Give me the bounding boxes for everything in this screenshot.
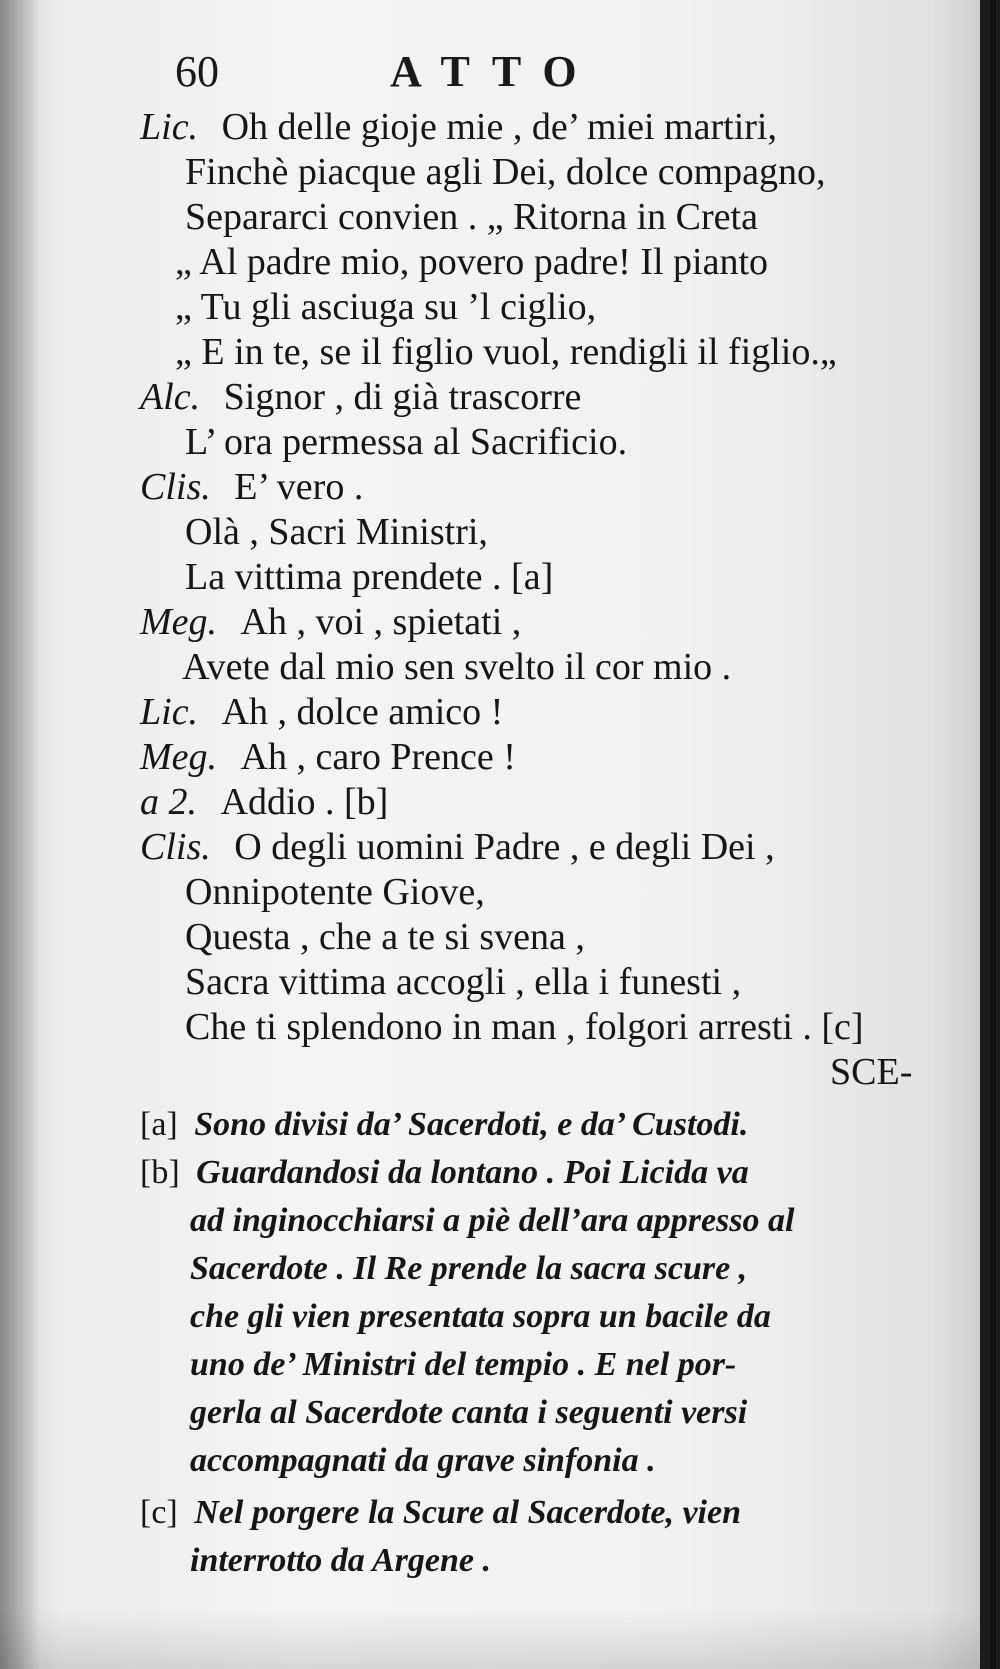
verse-text: Sacra vittima accogli , ella i funesti , bbox=[185, 961, 742, 1003]
verse-text: Questa , che a te si svena , bbox=[185, 916, 585, 958]
footnote-text: Sacerdote . Il Re prende la sacra scure , bbox=[190, 1250, 748, 1287]
footnote-mark: [c] bbox=[140, 1494, 178, 1531]
verse-text: „ E in te, se il figlio vuol, rendigli il figlio.„ bbox=[175, 331, 837, 373]
page-edge bbox=[990, 0, 996, 1669]
verse-line bbox=[140, 828, 775, 866]
verse-line bbox=[175, 333, 837, 371]
footnote bbox=[140, 1496, 741, 1530]
verse-text: Finchè piacque agli Dei, dolce compagno, bbox=[185, 151, 826, 193]
spine-shadow bbox=[0, 0, 40, 1669]
verse-line bbox=[140, 603, 521, 641]
catchword: SCE- bbox=[830, 1051, 913, 1093]
speaker-label: Meg. bbox=[140, 601, 218, 643]
verse-line bbox=[185, 1008, 864, 1046]
verse-line bbox=[185, 963, 741, 1001]
footnote-text: Guardandosi da lontano . Poi Licida va bbox=[196, 1154, 749, 1191]
verse-line bbox=[185, 198, 758, 236]
verse-text: Olà , Sacri Ministri, bbox=[185, 511, 488, 553]
footnote-text: uno de’ Ministri del tempio . E nel por- bbox=[190, 1346, 737, 1383]
footnote-text: Nel porgere la Scure al Sacerdote, vien bbox=[194, 1494, 742, 1531]
verse-text: Ah , voi , spietati , bbox=[240, 601, 522, 643]
verse-text: „ Tu gli asciuga su ’l ciglio, bbox=[175, 286, 597, 328]
verse-line bbox=[175, 243, 768, 281]
speaker-label: Clis. bbox=[140, 826, 211, 868]
verse-line bbox=[140, 468, 363, 506]
verse-line bbox=[140, 108, 777, 146]
verse-text: Ah , caro Prence ! bbox=[240, 736, 516, 778]
verse-text: E’ vero . bbox=[234, 466, 364, 508]
verse-line bbox=[140, 783, 388, 821]
verse-line bbox=[140, 693, 503, 731]
footnote-line bbox=[190, 1252, 747, 1286]
footnote bbox=[140, 1156, 749, 1190]
speaker-label: a 2. bbox=[140, 781, 197, 823]
footnote-line bbox=[190, 1444, 656, 1478]
speaker-label: Lic. bbox=[140, 106, 199, 148]
footnote-text: accompagnati da grave sinfonia . bbox=[190, 1442, 656, 1479]
verse-text: Onnipotente Giove, bbox=[185, 871, 485, 913]
verse-text: O degli uomini Padre , e degli Dei , bbox=[234, 826, 775, 868]
verse-line bbox=[185, 558, 553, 596]
speaker-label: Meg. bbox=[140, 736, 218, 778]
page-header bbox=[175, 40, 735, 100]
verse-text: L’ ora permessa al Sacrificio. bbox=[185, 421, 628, 463]
verse-text: Separarci convien . „ Ritorna in Creta bbox=[185, 196, 758, 238]
verse-text: Che ti splendono in man , folgori arresti . [c] bbox=[185, 1006, 864, 1048]
verse-line bbox=[185, 873, 485, 911]
page-number: 60 bbox=[175, 47, 219, 96]
speaker-label: Clis. bbox=[140, 466, 211, 508]
verse-text: Ah , dolce amico ! bbox=[221, 691, 504, 733]
footnote-line bbox=[190, 1204, 794, 1238]
footnote-text: ad inginocchiarsi a piè dell’ara appresso al bbox=[190, 1202, 795, 1239]
verse-text: Avete dal mio sen svelto il cor mio . bbox=[182, 646, 732, 688]
verse-text: „ Al padre mio, povero padre! Il pianto bbox=[175, 241, 769, 283]
footnote-line bbox=[190, 1396, 747, 1430]
verse-line bbox=[185, 918, 585, 956]
footnote-text: interrotto da Argene . bbox=[190, 1542, 491, 1579]
verse-line bbox=[175, 288, 596, 326]
verse-line bbox=[140, 738, 516, 776]
running-title: ATTO bbox=[390, 47, 599, 96]
footnote-line bbox=[190, 1544, 491, 1578]
speaker-label: Alc. bbox=[140, 376, 201, 418]
verse-text: Addio . [b] bbox=[220, 781, 389, 823]
footnote-mark: [a] bbox=[140, 1106, 178, 1143]
footnote-text: che gli vien presentata sopra un bacile da bbox=[190, 1298, 771, 1335]
verse-line bbox=[185, 153, 826, 191]
footnote-line bbox=[190, 1300, 771, 1334]
speaker-label: Lic. bbox=[140, 691, 199, 733]
footnote-text: Sono divisi da’ Sacerdoti, e da’ Custodi. bbox=[194, 1106, 749, 1143]
verse-text: Oh delle gioje mie , de’ miei martiri, bbox=[221, 106, 777, 148]
verse-line bbox=[182, 648, 731, 686]
verse-line bbox=[185, 423, 627, 461]
bottom-shadow bbox=[0, 1609, 980, 1669]
verse-text: La vittima prendete . [a] bbox=[185, 556, 554, 598]
footnote-text: gerla al Sacerdote canta i seguenti versi bbox=[190, 1394, 748, 1431]
footnote-mark: [b] bbox=[140, 1154, 180, 1191]
verse-line bbox=[140, 378, 581, 416]
footnote-line bbox=[190, 1348, 736, 1382]
verse-line bbox=[185, 513, 488, 551]
verse-text: Signor , di già trascorre bbox=[223, 376, 582, 418]
footnote bbox=[140, 1108, 748, 1142]
